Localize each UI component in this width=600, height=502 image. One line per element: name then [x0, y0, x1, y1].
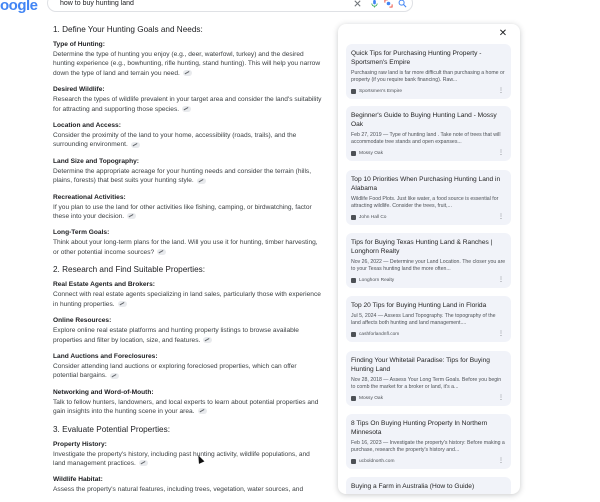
source-name: Longhorn Realty — [359, 278, 395, 283]
clear-icon[interactable] — [353, 0, 362, 8]
favicon-icon — [351, 89, 356, 94]
item-text-body: Connect with real estate agents specializing in land sales, particularly those with experience in hunting properties. — [53, 291, 321, 308]
item-title: Desired Wildlife: — [53, 86, 105, 94]
list-item — [53, 317, 323, 345]
link-icon[interactable] — [197, 178, 206, 184]
source-name: Mossy Oak — [359, 151, 383, 156]
item-text-body: If you plan to use the land for other activities like fishing, camping, or birdwatching, factor these into your decision. — [53, 203, 312, 221]
card-snippet: Nov 28, 2018 — Assess Your Long Term Goals. Before you begin to comb the market for a broker or land, it's a... — [351, 377, 502, 390]
close-icon[interactable]: ✕ — [498, 28, 508, 39]
more-options-icon[interactable]: ⋮ — [498, 214, 504, 220]
more-options-icon[interactable]: ⋮ — [498, 395, 504, 401]
card-source — [351, 88, 506, 95]
list-item — [53, 122, 323, 150]
more-options-icon[interactable]: ⋮ — [498, 458, 504, 464]
item-text — [53, 450, 323, 469]
item-text — [53, 398, 323, 417]
item-text-body: Think about your long-term plans for the land. Will you use it for hunting, timber harvesting, or other potential income sources? — [53, 239, 318, 256]
card-snippet: Feb 27, 2019 — Type of hunting land . Take note of trees that will accommodate tree stands and open expanses... — [351, 132, 501, 145]
item-text: Assess the property's natural features, including trees, vegetation, water sources, and — [53, 486, 304, 494]
source-name: Mossy Oak — [359, 396, 383, 401]
item-text-body: Talk to fellow hunters, landowners, and local experts to learn about potential properties and gain insights into the hunting scene in your area. — [53, 398, 319, 416]
list-item — [53, 41, 323, 78]
card-source — [351, 214, 506, 221]
item-text-body: Research the types of wildlife prevalent in your target area and consider the land's suitability for attracting and supporting those species. — [53, 96, 322, 113]
favicon-icon — [351, 278, 356, 283]
list-item — [53, 389, 323, 417]
source-name: Sportsmen's Empire — [359, 89, 403, 94]
source-card[interactable] — [346, 351, 511, 406]
item-title: Location and Access: — [53, 122, 121, 130]
list-item — [53, 441, 323, 469]
card-title[interactable]: Buying a Farm in Australia (How to Guide) — [351, 483, 475, 490]
link-icon[interactable] — [139, 460, 148, 466]
source-name: ucboldnorth.com — [359, 459, 395, 464]
list-item — [53, 229, 323, 257]
item-text-body: Consider the proximity of the land to your home, accessibility (roads, trails), and the surrounding environment. — [53, 132, 297, 149]
link-icon[interactable] — [110, 373, 119, 379]
link-icon[interactable] — [131, 142, 140, 148]
favicon-icon — [351, 215, 356, 220]
link-icon[interactable] — [182, 106, 191, 112]
item-title: Land Size and Topography: — [53, 157, 139, 165]
card-title[interactable]: Beginner's Guide to Buying Hunting Land - Mossy Oak — [351, 112, 497, 128]
item-title: Type of Hunting: — [53, 41, 105, 48]
card-snippet: Feb 16, 2023 — Investigate the property's history: Before making a purchase, research the property's history and... — [351, 440, 505, 453]
item-text-body: Explore online real estate platforms and hunting property listings to browse available properties and filter by location, size, and features. — [53, 327, 299, 344]
card-source — [351, 331, 506, 338]
list-item — [53, 281, 323, 309]
card-source — [351, 395, 506, 402]
link-icon[interactable] — [127, 213, 136, 219]
source-card[interactable] — [346, 296, 511, 342]
favicon-icon — [351, 396, 356, 401]
item-title: Real Estate Agents and Brokers: — [53, 281, 155, 289]
more-options-icon[interactable]: ⋮ — [498, 150, 504, 156]
list-item — [53, 86, 323, 114]
item-text — [53, 238, 323, 257]
source-card[interactable] — [346, 106, 511, 161]
list-item — [53, 158, 323, 186]
item-text — [53, 167, 323, 186]
item-text — [53, 203, 323, 222]
sources-panel — [338, 24, 520, 494]
card-source — [351, 150, 506, 157]
card-snippet: Nov 26, 2022 — Determine your Land Location. The closer you are to your Texas hunting land the more often... — [351, 259, 506, 272]
card-title[interactable]: Top 20 Tips for Buying Hunting Land in Florida — [351, 302, 487, 309]
search-icon[interactable] — [398, 0, 407, 8]
item-text — [53, 95, 323, 114]
link-icon[interactable] — [183, 70, 192, 76]
card-snippet: Purchasing raw land is far more difficult than purchasing a home or property (if you require bank financing). Raw... — [351, 70, 505, 83]
item-text — [53, 362, 323, 381]
item-title: Wildlife Habitat: — [53, 476, 103, 484]
source-name: cashforlandnfl.com — [359, 332, 400, 337]
item-text — [53, 290, 323, 309]
item-title: Long-Term Goals: — [53, 229, 110, 237]
source-card[interactable] — [346, 233, 511, 288]
card-title[interactable]: Tips for Buying Texas Hunting Land & Ranches | Longhorn Realty — [351, 239, 493, 255]
card-title[interactable]: Finding Your Whitetail Paradise: Tips for Buying Hunting Land — [351, 357, 490, 373]
card-title[interactable]: Quick Tips for Purchasing Hunting Property - Sportsmen's Empire — [351, 50, 482, 66]
search-box[interactable] — [47, 0, 413, 12]
item-title: Land Auctions and Foreclosures: — [53, 352, 158, 360]
item-text — [53, 326, 323, 345]
card-snippet: Wildlife Food Plots. Just like water, a food source is essential for attracting wildlife. Consider the trees, fruit,... — [351, 196, 499, 209]
item-title: Recreational Activities: — [53, 193, 126, 201]
card-snippet: Jul 5, 2024 — Assess Land Topography. The topography of the land affects both hunting and land management.... — [351, 313, 496, 326]
card-title[interactable]: 8 Tips On Buying Hunting Property In Northern Minnesota — [351, 420, 488, 436]
list-item — [53, 194, 323, 222]
favicon-icon — [351, 332, 356, 337]
more-options-icon[interactable]: ⋮ — [498, 88, 504, 94]
ai-overview-content — [53, 25, 323, 502]
list-item — [53, 476, 323, 494]
item-title: Online Resources: — [53, 317, 112, 325]
link-icon[interactable] — [203, 337, 212, 343]
list-item — [53, 353, 323, 381]
card-title[interactable]: Top 10 Priorities When Purchasing Hunting Land in Alabama — [351, 176, 501, 192]
source-card[interactable] — [346, 477, 511, 494]
source-card[interactable] — [346, 414, 511, 469]
item-title: Networking and Word-of-Mouth: — [53, 388, 154, 396]
section-heading: 2. Research and Find Suitable Properties: — [53, 265, 206, 275]
item-text — [53, 50, 323, 78]
source-card[interactable] — [346, 170, 511, 225]
item-text — [53, 131, 323, 150]
link-icon[interactable] — [157, 249, 166, 255]
link-icon[interactable] — [118, 301, 127, 307]
google-logo[interactable] — [0, 0, 38, 14]
favicon-icon — [351, 459, 356, 464]
favicon-icon — [351, 151, 356, 156]
card-source — [351, 458, 506, 465]
more-options-icon[interactable]: ⋮ — [498, 277, 504, 283]
search-input[interactable]: how to buy hunting land — [60, 0, 134, 7]
card-source — [351, 277, 506, 284]
item-text-body: Consider attending land auctions or exploring foreclosed properties, which can offer potential bargains. — [53, 362, 297, 380]
item-text-body: Investigate the property's history, including past hunting activity, wildlife populations, and land management practices. — [53, 450, 310, 467]
microphone-icon[interactable] — [370, 0, 379, 8]
section-heading: 1. Define Your Hunting Goals and Needs: — [53, 25, 203, 34]
source-card[interactable] — [346, 44, 511, 99]
item-text-body: Determine the type of hunting you enjoy (e.g., deer, waterfowl, turkey) and the desired hunting experience (e.g., bowhunting, rifle hunting, stand hunting). This will help you narrow down the type of land and terrain you need. — [53, 51, 321, 77]
section-heading: 3. Evaluate Potential Properties: — [53, 424, 170, 434]
item-text-body: Determine the appropriate acreage for your hunting needs and consider the terrain (hills, plains, forests) that best suits your hunting style. — [53, 167, 312, 185]
item-title: Property History: — [53, 440, 107, 448]
logo-text: oogle — [0, 0, 38, 14]
source-name: John Hall Co — [359, 215, 387, 220]
top-bar — [0, 0, 600, 14]
more-options-icon[interactable]: ⋮ — [498, 331, 504, 337]
lens-icon[interactable] — [384, 0, 393, 8]
link-icon[interactable] — [198, 408, 207, 414]
